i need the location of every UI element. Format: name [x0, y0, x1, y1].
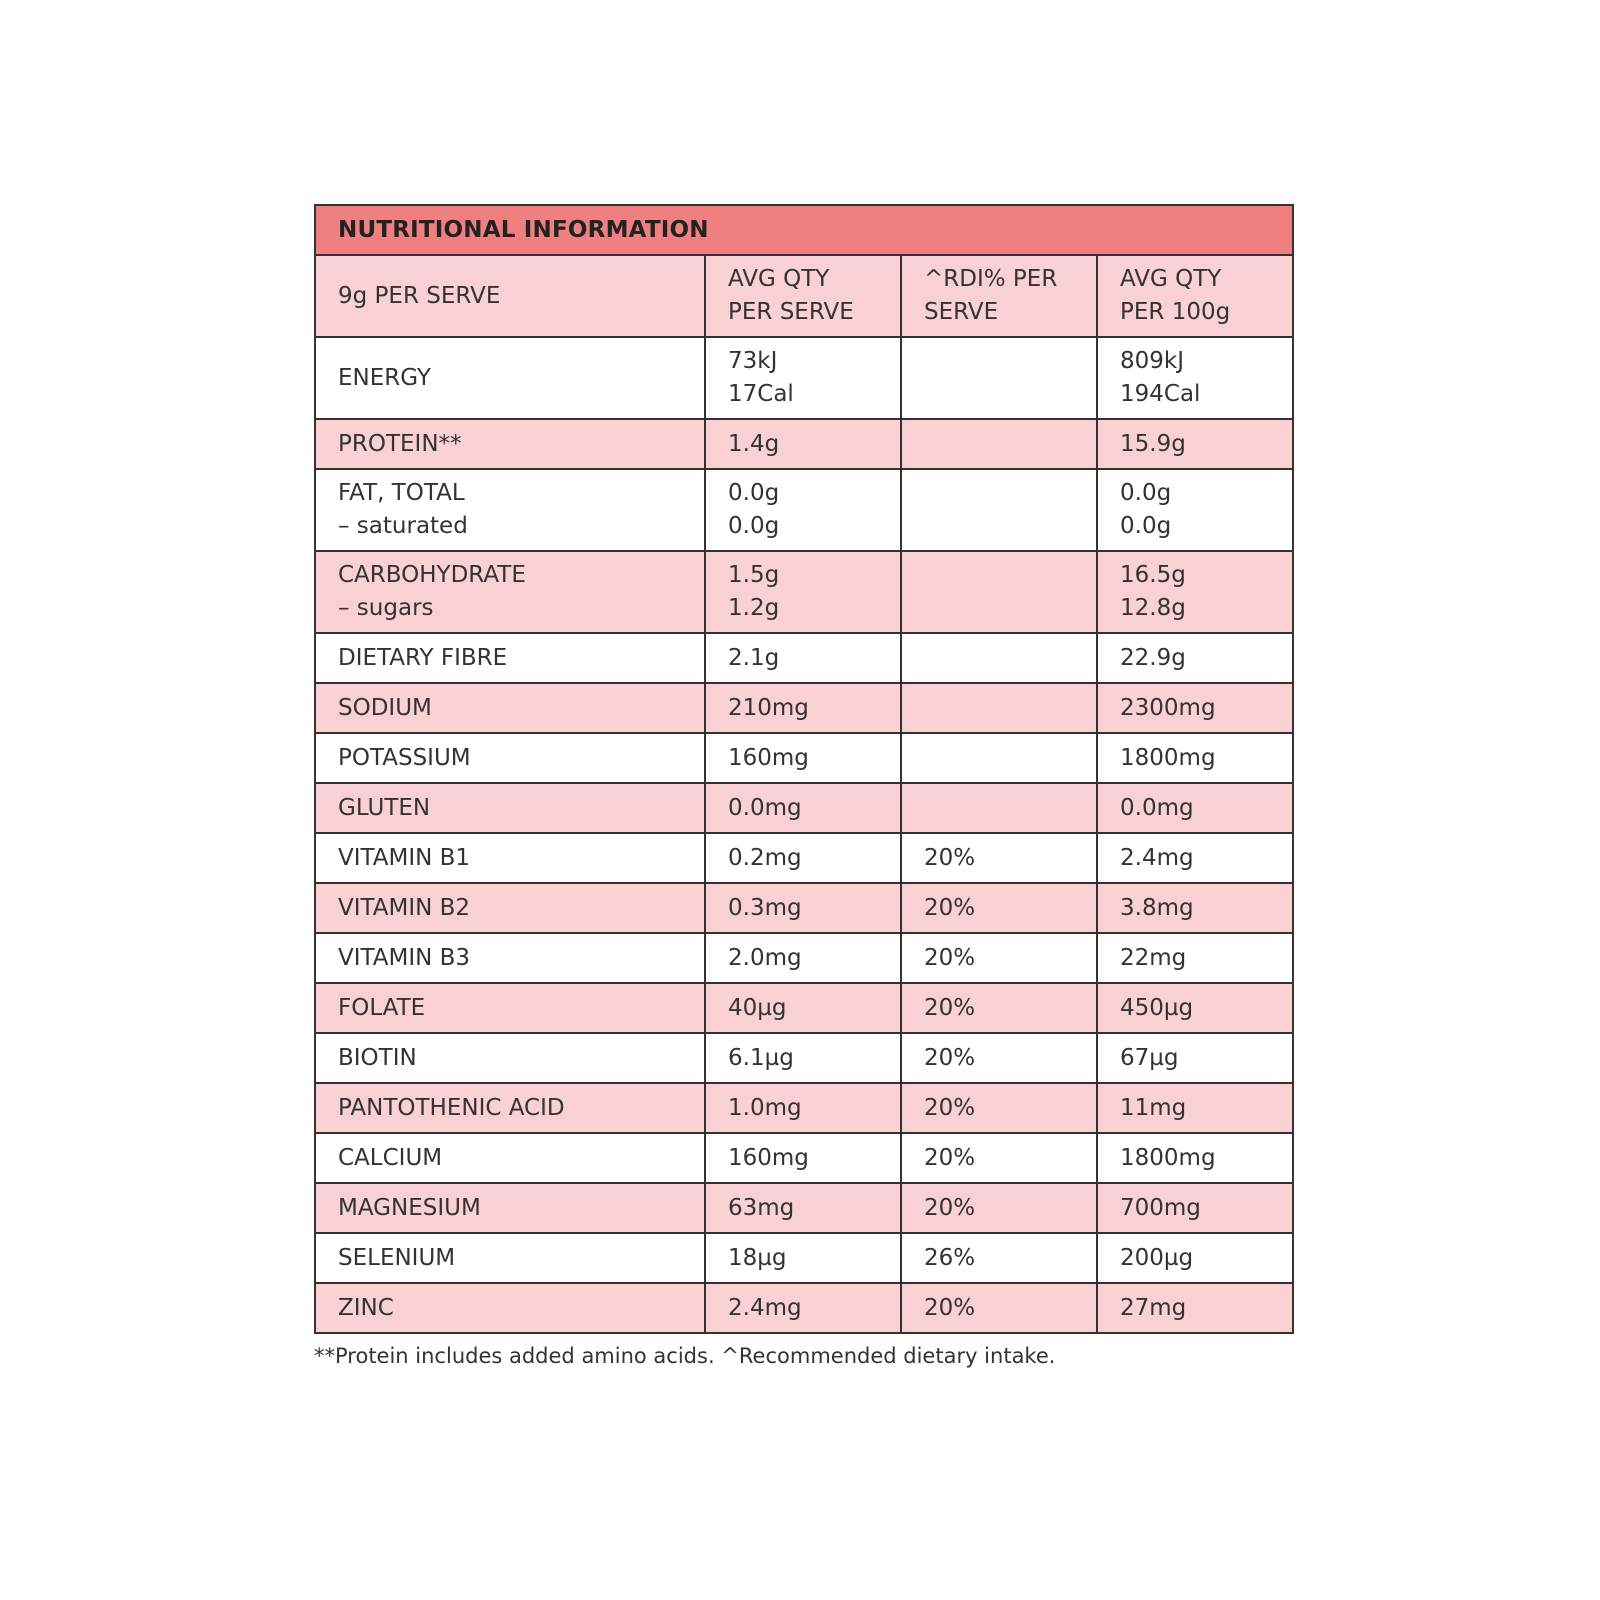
per-100g-cell — [1097, 833, 1293, 883]
cell-line: ZINC — [338, 1294, 394, 1321]
cell-line: 20% — [924, 1094, 976, 1121]
nutrition-table-body — [315, 337, 1293, 1333]
cell-line: 6.1µg — [728, 1044, 794, 1071]
cell-line: SODIUM — [338, 694, 432, 721]
per-100g-cell — [1097, 733, 1293, 783]
cell-line: PER 100g — [1120, 299, 1231, 325]
cell-line: VITAMIN B3 — [338, 944, 471, 971]
table-row — [315, 1283, 1293, 1333]
header-avg-qty-per-serve — [705, 255, 901, 337]
cell-line: 0.3mg — [728, 894, 802, 921]
cell-line: VITAMIN B1 — [338, 844, 471, 871]
header-rdi-percent — [901, 255, 1097, 337]
rdi-cell — [901, 1033, 1097, 1083]
cell-line: 200µg — [1120, 1244, 1194, 1271]
table-row — [315, 633, 1293, 683]
per-serve-cell — [705, 983, 901, 1033]
cell-line: 2.4mg — [728, 1294, 802, 1321]
cell-line: 12.8g — [1120, 595, 1186, 621]
table-row — [315, 683, 1293, 733]
cell-line: 20% — [924, 1194, 976, 1221]
cell-line: PER SERVE — [728, 299, 854, 325]
nutrient-name-cell — [315, 983, 705, 1033]
nutrient-name-cell — [315, 1133, 705, 1183]
nutrition-table — [314, 204, 1294, 1334]
per-serve-cell — [705, 783, 901, 833]
per-serve-cell — [705, 1183, 901, 1233]
nutrient-name-cell — [315, 469, 705, 551]
cell-line: 18µg — [728, 1244, 787, 1271]
cell-line: 63mg — [728, 1194, 795, 1221]
rdi-cell — [901, 1083, 1097, 1133]
nutrient-name-cell — [315, 1233, 705, 1283]
rdi-cell — [901, 733, 1097, 783]
table-row — [315, 833, 1293, 883]
table-row — [315, 1233, 1293, 1283]
nutrition-panel — [314, 204, 1292, 1368]
per-100g-cell — [1097, 1083, 1293, 1133]
cell-line: 27mg — [1120, 1294, 1187, 1321]
per-100g-cell — [1097, 469, 1293, 551]
nutrient-name-cell — [315, 933, 705, 983]
nutrient-name-cell — [315, 683, 705, 733]
rdi-cell — [901, 1233, 1097, 1283]
per-100g-cell — [1097, 1033, 1293, 1083]
table-title-row — [315, 205, 1293, 255]
per-serve-cell — [705, 1283, 901, 1333]
table-row — [315, 551, 1293, 633]
nutrient-name-cell — [315, 633, 705, 683]
cell-line: 20% — [924, 844, 976, 871]
cell-line: 9g PER SERVE — [338, 282, 501, 309]
cell-line: ^RDI% PER — [924, 266, 1058, 292]
table-row — [315, 983, 1293, 1033]
per-serve-cell — [705, 933, 901, 983]
cell-line: 22.9g — [1120, 644, 1186, 671]
cell-line: 11mg — [1120, 1094, 1187, 1121]
table-title: NUTRITIONAL INFORMATION — [315, 205, 1293, 255]
rdi-cell — [901, 551, 1097, 633]
nutrient-name-cell — [315, 419, 705, 469]
per-100g-cell — [1097, 551, 1293, 633]
rdi-cell — [901, 933, 1097, 983]
cell-line: 1.0mg — [728, 1094, 802, 1121]
rdi-cell — [901, 833, 1097, 883]
cell-line: 194Cal — [1120, 381, 1201, 407]
rdi-cell — [901, 783, 1097, 833]
cell-line: 0.0g — [1120, 480, 1172, 506]
nutrient-name-cell — [315, 1183, 705, 1233]
cell-line: 0.2mg — [728, 844, 802, 871]
rdi-cell — [901, 883, 1097, 933]
cell-line: 1.4g — [728, 430, 780, 457]
per-100g-cell — [1097, 1283, 1293, 1333]
cell-line: AVG QTY — [728, 266, 830, 292]
table-row — [315, 1183, 1293, 1233]
per-100g-cell — [1097, 883, 1293, 933]
cell-line: VITAMIN B2 — [338, 894, 471, 921]
per-100g-cell — [1097, 337, 1293, 419]
nutrient-name-cell — [315, 783, 705, 833]
cell-line: – saturated — [338, 513, 468, 539]
cell-line: SELENIUM — [338, 1244, 456, 1271]
cell-line: 20% — [924, 1044, 976, 1071]
table-row — [315, 1133, 1293, 1183]
rdi-cell — [901, 683, 1097, 733]
cell-line: 2.4mg — [1120, 844, 1194, 871]
table-row — [315, 1083, 1293, 1133]
cell-line: GLUTEN — [338, 794, 431, 821]
table-row — [315, 933, 1293, 983]
per-serve-cell — [705, 1033, 901, 1083]
cell-line: 1.5g — [728, 562, 780, 588]
per-serve-cell — [705, 683, 901, 733]
per-serve-cell — [705, 833, 901, 883]
cell-line: 1.2g — [728, 595, 780, 621]
cell-line: 1800mg — [1120, 744, 1216, 771]
cell-line: 40µg — [728, 994, 787, 1021]
rdi-cell — [901, 983, 1097, 1033]
per-100g-cell — [1097, 933, 1293, 983]
table-row — [315, 733, 1293, 783]
cell-line: 809kJ — [1120, 348, 1185, 374]
cell-line: 26% — [924, 1244, 976, 1271]
cell-line: 20% — [924, 994, 976, 1021]
cell-line: 0.0g — [728, 480, 780, 506]
cell-line: 20% — [924, 1144, 976, 1171]
cell-line: DIETARY FIBRE — [338, 644, 508, 671]
per-100g-cell — [1097, 683, 1293, 733]
per-100g-cell — [1097, 419, 1293, 469]
table-row — [315, 419, 1293, 469]
cell-line: 0.0g — [728, 513, 780, 539]
cell-line: FAT, TOTAL — [338, 480, 465, 506]
nutrient-name-cell — [315, 1033, 705, 1083]
cell-line: POTASSIUM — [338, 744, 471, 771]
per-serve-cell — [705, 733, 901, 783]
rdi-cell — [901, 469, 1097, 551]
cell-line: 3.8mg — [1120, 894, 1194, 921]
cell-line: CALCIUM — [338, 1144, 443, 1171]
cell-line: 2.1g — [728, 644, 780, 671]
cell-line: – sugars — [338, 595, 434, 621]
header-avg-qty-per-100g — [1097, 255, 1293, 337]
cell-line: FOLATE — [338, 994, 426, 1021]
cell-line: 2.0mg — [728, 944, 802, 971]
table-row — [315, 783, 1293, 833]
cell-line: CARBOHYDRATE — [338, 562, 526, 588]
cell-line: 160mg — [728, 1144, 809, 1171]
rdi-cell — [901, 419, 1097, 469]
nutrient-name-cell — [315, 733, 705, 783]
per-serve-cell — [705, 419, 901, 469]
cell-line: 16.5g — [1120, 562, 1186, 588]
column-header-row — [315, 255, 1293, 337]
table-row — [315, 469, 1293, 551]
cell-line: ENERGY — [338, 364, 431, 391]
cell-line: 73kJ — [728, 348, 778, 374]
per-100g-cell — [1097, 633, 1293, 683]
cell-line: 20% — [924, 944, 976, 971]
per-serve-cell — [705, 469, 901, 551]
nutrient-name-cell — [315, 883, 705, 933]
nutrient-name-cell — [315, 1283, 705, 1333]
footnote: **Protein includes added amino acids. ^Recommended dietary intake. — [314, 1344, 1056, 1368]
nutrient-name-cell — [315, 551, 705, 633]
rdi-cell — [901, 1283, 1097, 1333]
cell-line: 450µg — [1120, 994, 1194, 1021]
rdi-cell — [901, 337, 1097, 419]
cell-line: 160mg — [728, 744, 809, 771]
cell-line: 15.9g — [1120, 430, 1186, 457]
cell-line: 67µg — [1120, 1044, 1179, 1071]
cell-line: PROTEIN** — [338, 430, 462, 457]
per-serve-cell — [705, 337, 901, 419]
header-serve-size — [315, 255, 705, 337]
cell-line: 1800mg — [1120, 1144, 1216, 1171]
per-100g-cell — [1097, 1233, 1293, 1283]
cell-line: 0.0g — [1120, 513, 1172, 539]
per-serve-cell — [705, 1083, 901, 1133]
per-100g-cell — [1097, 783, 1293, 833]
cell-line: PANTOTHENIC ACID — [338, 1094, 565, 1121]
cell-line: 20% — [924, 894, 976, 921]
cell-line: 210mg — [728, 694, 809, 721]
per-100g-cell — [1097, 1133, 1293, 1183]
cell-line: 17Cal — [728, 381, 794, 407]
cell-line: 0.0mg — [1120, 794, 1194, 821]
cell-line: 0.0mg — [728, 794, 802, 821]
per-100g-cell — [1097, 983, 1293, 1033]
nutrient-name-cell — [315, 1083, 705, 1133]
cell-line: SERVE — [924, 299, 999, 325]
rdi-cell — [901, 1133, 1097, 1183]
table-row — [315, 337, 1293, 419]
table-row — [315, 883, 1293, 933]
table-row — [315, 1033, 1293, 1083]
per-serve-cell — [705, 1133, 901, 1183]
per-serve-cell — [705, 551, 901, 633]
cell-line: 700mg — [1120, 1194, 1201, 1221]
per-serve-cell — [705, 883, 901, 933]
cell-line: 2300mg — [1120, 694, 1216, 721]
cell-line: BIOTIN — [338, 1044, 417, 1071]
rdi-cell — [901, 1183, 1097, 1233]
rdi-cell — [901, 633, 1097, 683]
per-serve-cell — [705, 633, 901, 683]
cell-line: 20% — [924, 1294, 976, 1321]
nutrient-name-cell — [315, 833, 705, 883]
per-serve-cell — [705, 1233, 901, 1283]
cell-line: AVG QTY — [1120, 266, 1222, 292]
per-100g-cell — [1097, 1183, 1293, 1233]
cell-line: MAGNESIUM — [338, 1194, 481, 1221]
nutrient-name-cell — [315, 337, 705, 419]
cell-line: 22mg — [1120, 944, 1187, 971]
